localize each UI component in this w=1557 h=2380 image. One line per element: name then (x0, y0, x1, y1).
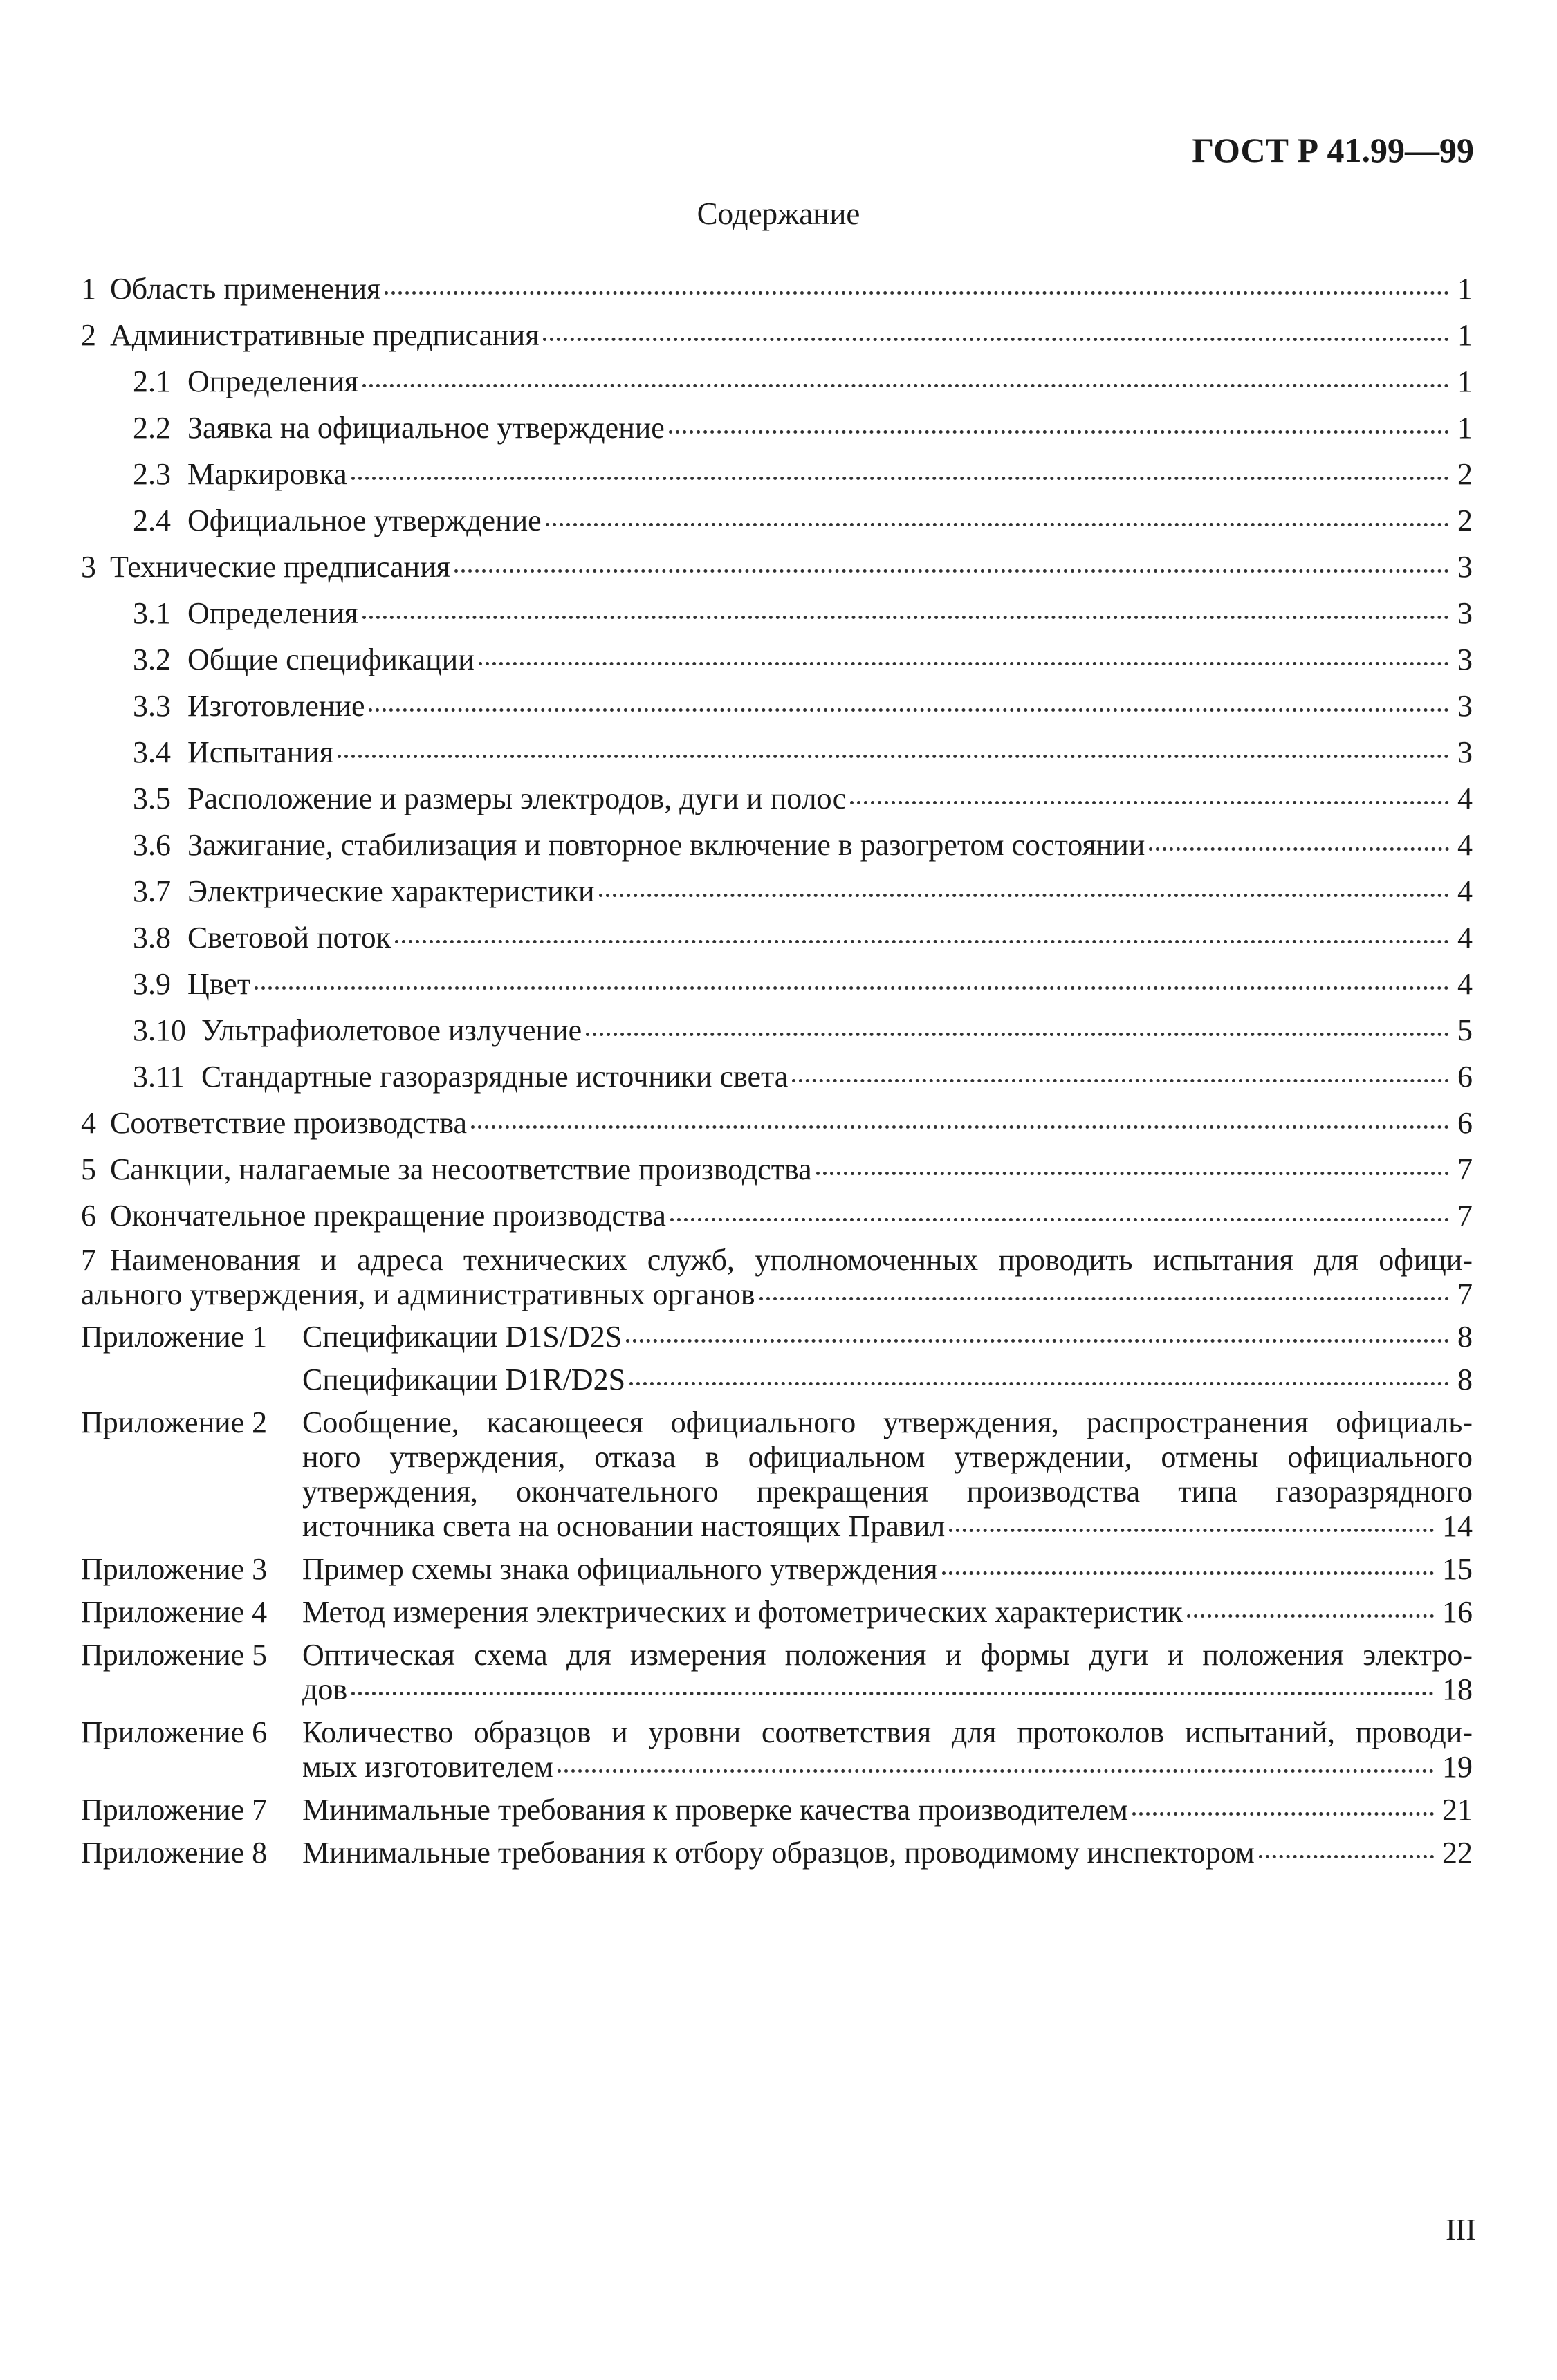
appendix-title: Пример схемы знака официального утверждения (302, 1552, 938, 1586)
appendix-title: Спецификации D1R/D2S (302, 1363, 626, 1396)
toc-subentry[interactable] (81, 826, 1473, 865)
appendix-page: 16 (1442, 1595, 1473, 1629)
dot-leader (385, 291, 1449, 295)
dot-leader (558, 1769, 1434, 1773)
toc-entry-label: Цвет (187, 967, 251, 1001)
toc-entry-number: 2 (81, 318, 96, 352)
toc-entry-label: Стандартные газоразрядные источники света (201, 1060, 789, 1094)
toc-entry-page: 3 (1457, 596, 1473, 630)
appendix-title: Минимальные требования к отбору образцов, проводимому инспектором (302, 1836, 1255, 1870)
appendix-title-line: Количество образцов и уровни соответствия для протоколов испытаний, проводи- (302, 1715, 1473, 1749)
dot-leader (670, 1218, 1449, 1221)
appendix-title-line: Оптическая схема для измерения положения и формы дуги и положения электро- (302, 1638, 1473, 1672)
toc-entry-page: 4 (1457, 921, 1473, 954)
toc-entry-page: 1 (1457, 411, 1473, 445)
toc-entry-number: 2.1 (133, 365, 171, 398)
toc-entry-page: 1 (1457, 365, 1473, 398)
appendix-entry[interactable] (81, 1836, 1473, 1870)
toc-entry[interactable] (81, 1197, 1473, 1235)
dot-leader (362, 616, 1449, 619)
appendix-entry[interactable] (81, 1793, 1473, 1827)
toc-entry-page: 5 (1457, 1013, 1473, 1047)
appendix-entry[interactable] (81, 1595, 1473, 1630)
dot-leader (850, 801, 1449, 804)
toc-entry-label: Санкции, налагаемые за несоответствие производства (110, 1152, 812, 1186)
dot-leader (471, 1125, 1449, 1129)
appendix-page: 19 (1442, 1750, 1473, 1784)
toc-entry-label: Расположение и размеры электродов, дуги и полос (187, 782, 847, 815)
toc-subentry[interactable] (81, 780, 1473, 818)
dot-leader (1132, 1812, 1434, 1816)
toc-entry-page: 7 (1457, 1199, 1473, 1233)
toc-entry-label: Соответствие производства (110, 1106, 467, 1140)
toc-entry-page: 3 (1457, 643, 1473, 676)
dot-leader (626, 1339, 1449, 1343)
toc-entry-page: 1 (1457, 318, 1473, 352)
toc-entry-number: 6 (81, 1199, 96, 1233)
appendix-entry[interactable] (81, 1363, 1473, 1397)
appendix-label: Приложение 7 (81, 1793, 268, 1827)
dot-leader (543, 338, 1449, 341)
dot-leader (546, 523, 1449, 526)
dot-leader (351, 477, 1449, 480)
toc-title: Содержание (697, 196, 860, 231)
toc-entry-label: Электрические характеристики (187, 874, 595, 908)
dot-leader (1149, 847, 1449, 851)
toc-entry-page: 4 (1457, 782, 1473, 815)
toc-entry-label-line: ального утверждения, и административных органов (81, 1277, 755, 1311)
appendix-title: Спецификации D1S/D2S (302, 1320, 623, 1354)
toc-subentry[interactable] (81, 733, 1473, 772)
toc-entry-number: 3.2 (133, 643, 171, 676)
toc-subentry[interactable] (81, 409, 1473, 448)
toc-entry-number: 3.1 (133, 596, 171, 630)
toc-entry-number: 3.9 (133, 967, 171, 1001)
toc-entry-label: Административные предписания (110, 318, 540, 352)
appendix-title: Метод измерения электрических и фотометрических характеристик (302, 1595, 1183, 1629)
dot-leader (759, 1297, 1449, 1300)
page-number: III (1446, 2213, 1476, 2247)
toc-subentry[interactable] (81, 594, 1473, 633)
appendix-title-line: дов (302, 1672, 348, 1706)
toc-entry-number: 3.10 (133, 1013, 186, 1047)
toc-entry[interactable] (81, 270, 1473, 308)
table-of-contents (81, 270, 1473, 1879)
toc-subentry[interactable] (81, 1011, 1473, 1050)
toc-entry-page: 7 (1457, 1152, 1473, 1186)
dot-leader (454, 569, 1449, 573)
toc-entry-label: Общие спецификации (187, 643, 475, 676)
toc-entry-page: 7 (1457, 1277, 1473, 1311)
dot-leader (479, 662, 1449, 665)
appendix-entry[interactable] (81, 1638, 1473, 1707)
appendix-label: Приложение 1 (81, 1320, 268, 1354)
appendix-page: 22 (1442, 1836, 1473, 1870)
appendix-label: Приложение 2 (81, 1405, 268, 1439)
appendix-entry[interactable] (81, 1320, 1473, 1354)
toc-entry-number: 2.2 (133, 411, 171, 445)
appendix-page: 8 (1457, 1320, 1473, 1354)
appendix-title-line: мых изготовителем (302, 1750, 553, 1784)
appendix-page: 15 (1442, 1552, 1473, 1586)
appendix-label: Приложение 5 (81, 1638, 268, 1672)
toc-entry-page: 6 (1457, 1106, 1473, 1140)
toc-subentry[interactable] (81, 1058, 1473, 1096)
toc-entry-number: 3.7 (133, 874, 171, 908)
toc-entry-page: 3 (1457, 735, 1473, 769)
dot-leader (942, 1571, 1434, 1575)
toc-entry[interactable] (81, 1104, 1473, 1143)
appendix-entry[interactable] (81, 1715, 1473, 1784)
toc-subentry[interactable] (81, 919, 1473, 957)
toc-entry-number: 7 (81, 1243, 96, 1277)
dot-leader (369, 708, 1449, 712)
appendix-page: 8 (1457, 1363, 1473, 1396)
toc-entry-label: Ультрафиолетовое излучение (201, 1013, 582, 1047)
toc-entry-label-line: Наименования и адреса технических служб, уполномоченных проводить испытания для офици- (110, 1243, 1473, 1277)
toc-entry-label: Заявка на официальное утверждение (187, 411, 665, 445)
dot-leader (1187, 1614, 1434, 1618)
dot-leader (362, 384, 1449, 387)
toc-entry-label: Официальное утверждение (187, 504, 542, 537)
toc-entry[interactable] (81, 1243, 1473, 1312)
appendix-page: 18 (1442, 1672, 1473, 1706)
toc-subentry[interactable] (81, 501, 1473, 540)
toc-subentry[interactable] (81, 640, 1473, 679)
dot-leader (599, 894, 1449, 897)
dot-leader (338, 755, 1449, 758)
toc-subentry[interactable] (81, 965, 1473, 1004)
toc-entry-label: Зажигание, стабилизация и повторное включение в разогретом состоянии (187, 828, 1145, 862)
appendix-label: Приложение 8 (81, 1836, 268, 1870)
appendix-entry[interactable] (81, 1552, 1473, 1587)
dot-leader (1259, 1855, 1434, 1858)
toc-entry-number: 3.3 (133, 689, 171, 723)
appendix-title-line: ного утверждения, отказа в официальном утверждении, отмены официального (302, 1440, 1473, 1474)
dot-leader (255, 986, 1449, 990)
dot-leader (586, 1033, 1449, 1036)
appendix-title-line: утверждения, окончательного прекращения производства типа газоразрядного (302, 1475, 1473, 1509)
dot-leader (395, 940, 1449, 943)
toc-entry-page: 4 (1457, 828, 1473, 862)
toc-entry-number: 3.6 (133, 828, 171, 862)
toc-entry-page: 2 (1457, 504, 1473, 537)
toc-entry-number: 2.4 (133, 504, 171, 537)
toc-subentry[interactable] (81, 362, 1473, 401)
toc-entry-number: 2.3 (133, 457, 171, 491)
toc-entry-number: 3.11 (133, 1060, 185, 1094)
appendix-page: 14 (1442, 1509, 1473, 1543)
dot-leader (351, 1692, 1434, 1695)
toc-entry-page: 4 (1457, 874, 1473, 908)
toc-entry-label: Окончательное прекращение производства (110, 1199, 666, 1233)
appendix-title: Минимальные требования к проверке качества производителем (302, 1793, 1128, 1827)
appendix-entry[interactable] (81, 1405, 1473, 1544)
toc-entry-label: Определения (187, 365, 359, 398)
toc-entry-label: Маркировка (187, 457, 347, 491)
toc-entry-label: Область применения (110, 272, 381, 306)
document-code: ГОСТ Р 41.99—99 (1192, 131, 1474, 169)
toc-entry-number: 4 (81, 1106, 96, 1140)
toc-entry-page: 3 (1457, 550, 1473, 584)
toc-entry-label: Определения (187, 596, 359, 630)
toc-entry-label: Испытания (187, 735, 334, 769)
toc-entry-page: 1 (1457, 272, 1473, 306)
appendix-title-line: источника света на основании настоящих Правил (302, 1509, 946, 1543)
toc-entry-number: 3.5 (133, 782, 171, 815)
dot-leader (792, 1079, 1449, 1082)
toc-entry-label: Изготовление (187, 689, 365, 723)
toc-entry-page: 4 (1457, 967, 1473, 1001)
appendix-label: Приложение 3 (81, 1552, 268, 1586)
toc-entry-label: Световой поток (187, 921, 391, 954)
appendix-label: Приложение 6 (81, 1715, 268, 1749)
toc-subentry[interactable] (81, 872, 1473, 911)
dot-leader (816, 1172, 1449, 1175)
appendix-title-line: Сообщение, касающееся официального утверждения, распространения официаль- (302, 1405, 1473, 1439)
toc-entry[interactable] (81, 1150, 1473, 1189)
appendix-page: 21 (1442, 1793, 1473, 1827)
dot-leader (669, 430, 1449, 434)
toc-entry-number: 3.8 (133, 921, 171, 954)
toc-subentry[interactable] (81, 687, 1473, 726)
toc-subentry[interactable] (81, 455, 1473, 494)
toc-entry-number: 3.4 (133, 735, 171, 769)
toc-entry-number: 1 (81, 272, 96, 306)
toc-entry-label: Технические предписания (110, 550, 450, 584)
appendix-label: Приложение 4 (81, 1595, 268, 1629)
toc-entry-page: 2 (1457, 457, 1473, 491)
toc-entry-page: 3 (1457, 689, 1473, 723)
toc-entry-number: 3 (81, 550, 96, 584)
toc-entry-page: 6 (1457, 1060, 1473, 1094)
toc-entry[interactable] (81, 316, 1473, 355)
toc-entry[interactable] (81, 548, 1473, 587)
toc-entry-number: 5 (81, 1152, 96, 1186)
dot-leader (629, 1382, 1449, 1385)
dot-leader (949, 1529, 1434, 1532)
